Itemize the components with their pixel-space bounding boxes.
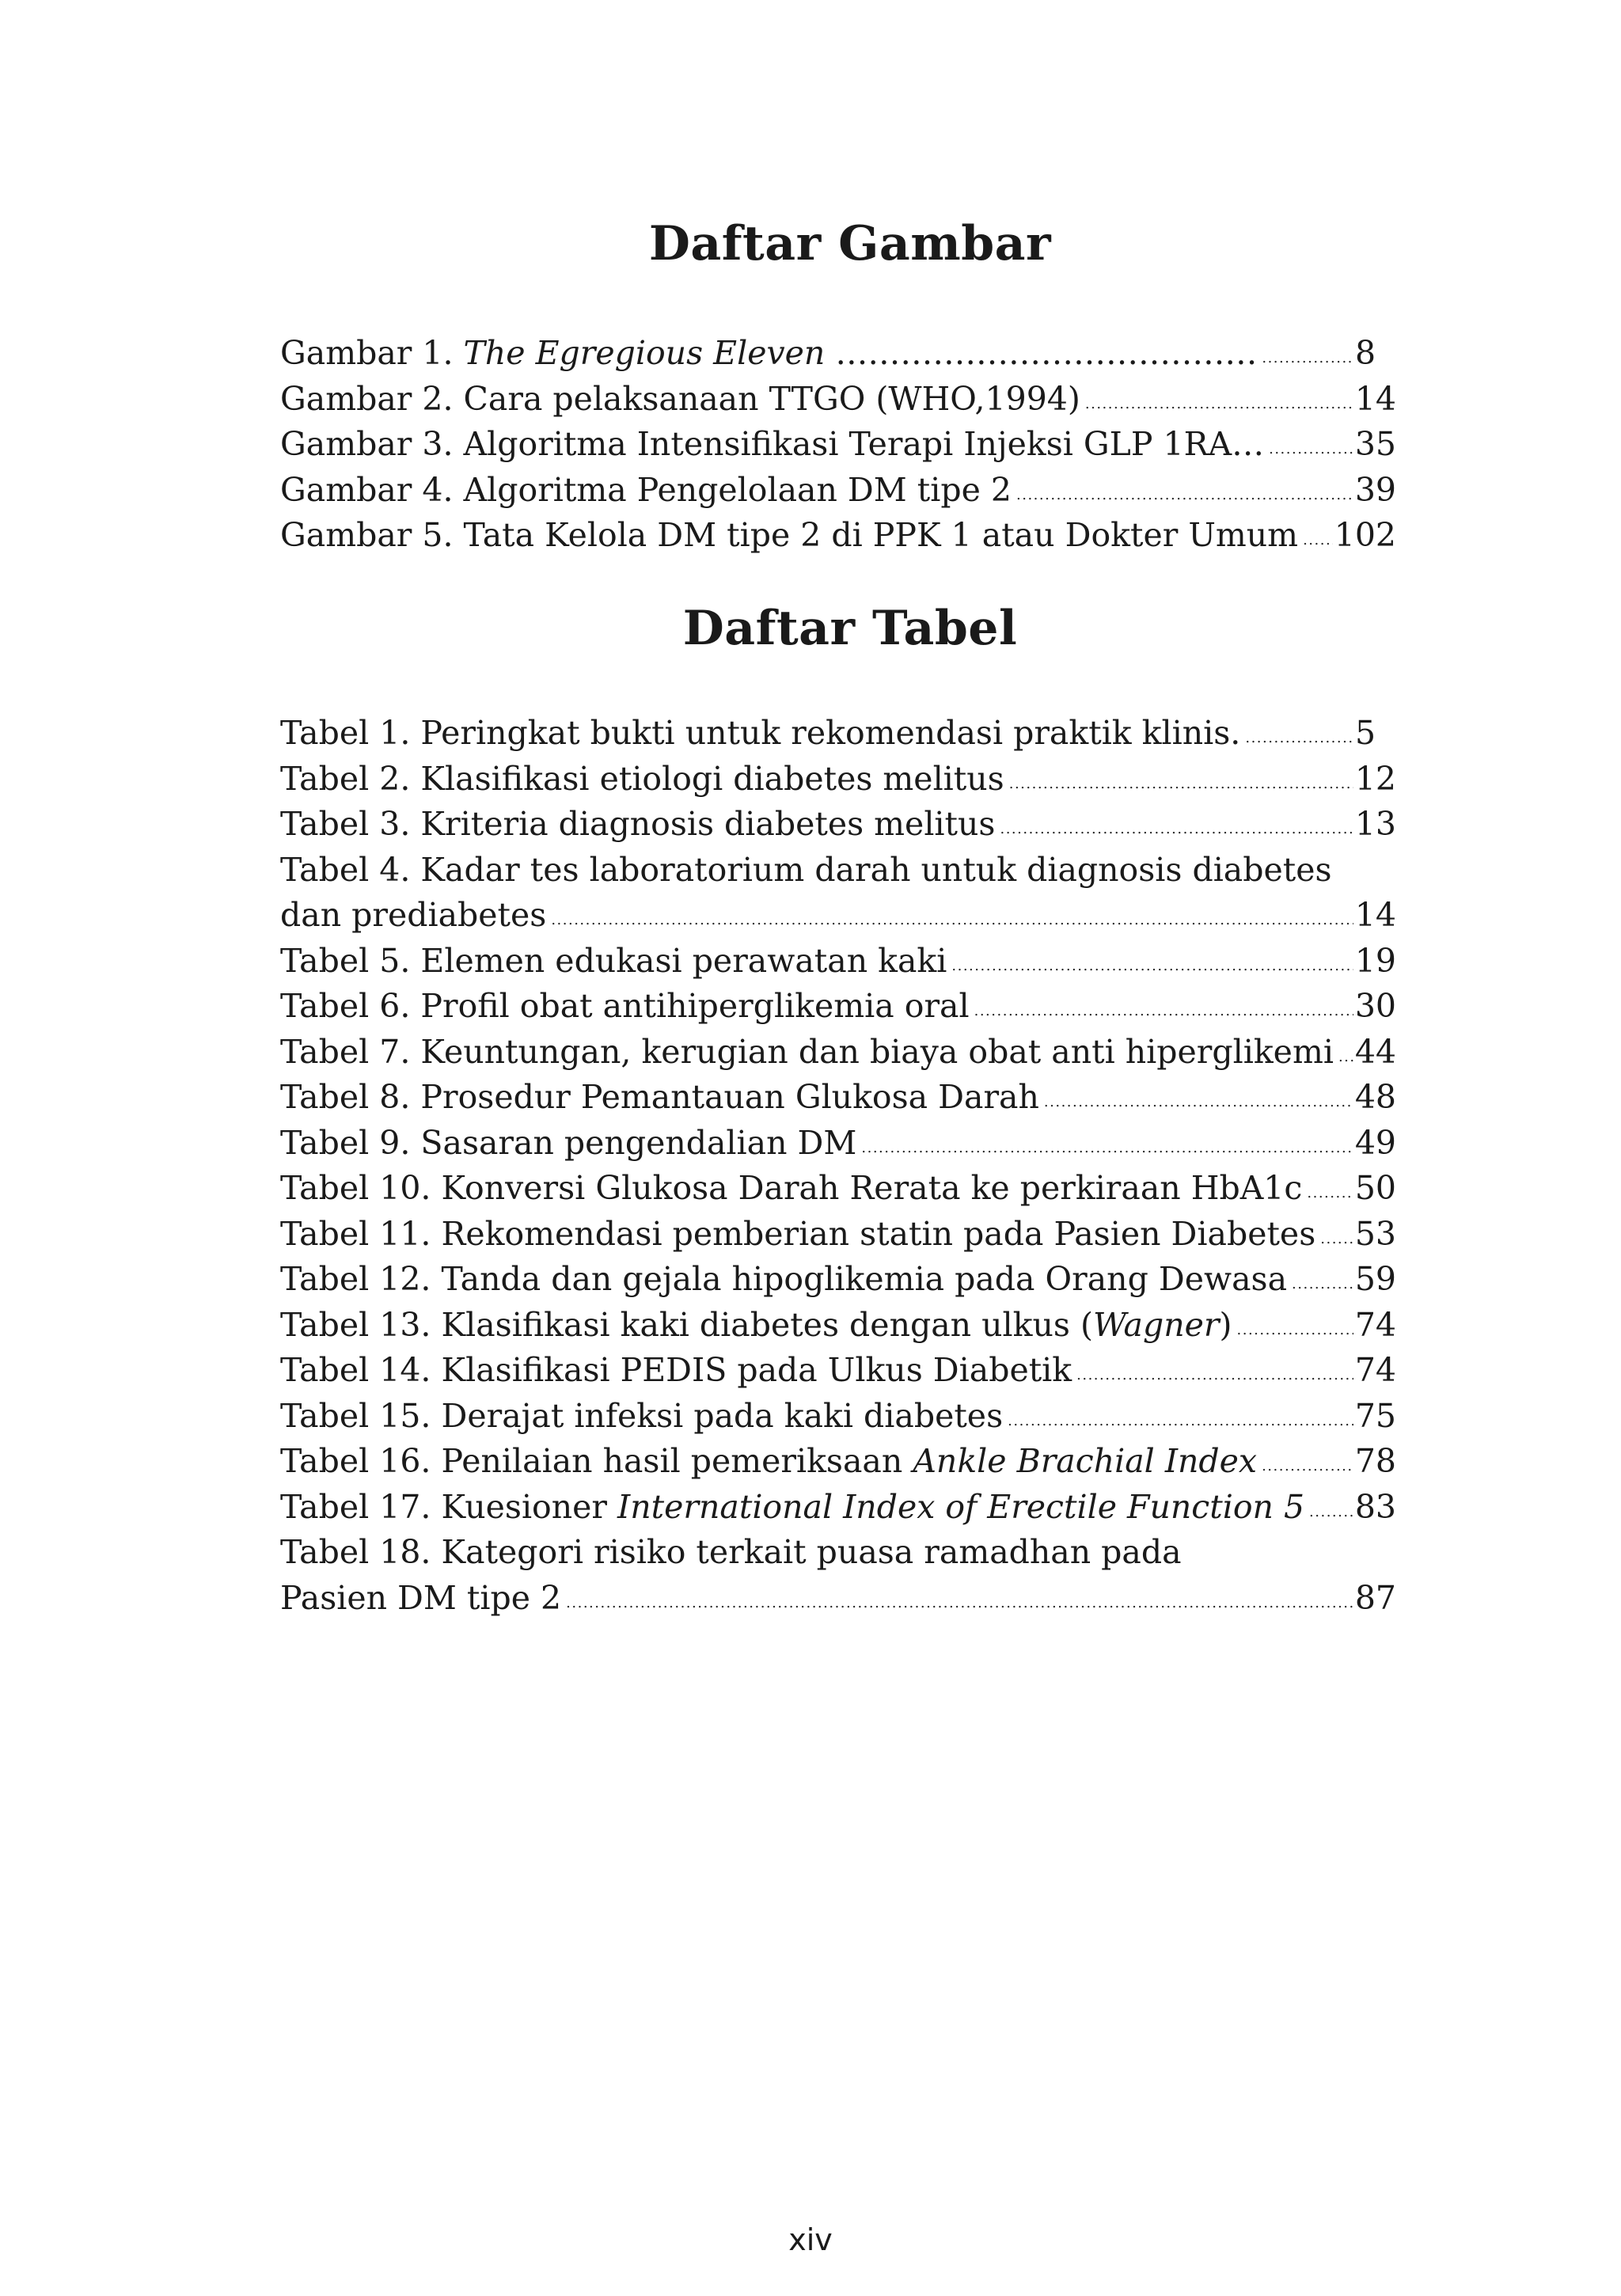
toc-entry-title-text: Tabel 10. Konversi Glukosa Darah Rerata ke perkiraan HbA1c <box>280 1169 1303 1207</box>
toc-entry-title-italic: International Index of Erectile Function 5 <box>617 1487 1305 1526</box>
toc-entry-title-italic: Ankle Brachial Index <box>913 1442 1258 1480</box>
toc-entry-title <box>280 513 1298 559</box>
toc-entry-page-number: 14 <box>1354 379 1396 418</box>
toc-entry-line <box>280 984 1396 1030</box>
toc-entry-title <box>280 1166 1302 1212</box>
table-list-item <box>280 984 1396 1030</box>
toc-entry-title <box>280 1485 1304 1531</box>
figures-list-heading: Daftar Gambar <box>648 216 1052 271</box>
toc-entry-page-number: 74 <box>1354 1351 1396 1389</box>
toc-entry-line <box>280 1166 1396 1212</box>
toc-entry-page-number: 14 <box>1354 896 1396 934</box>
toc-entry-page-number: 75 <box>1354 1396 1396 1435</box>
toc-entry-line <box>280 1576 1396 1622</box>
dot-leader <box>1009 761 1353 807</box>
toc-entry-page-number: 50 <box>1354 1169 1396 1207</box>
toc-entry-line <box>280 1303 1396 1349</box>
toc-entry-title <box>280 1075 1039 1121</box>
toc-entry-line <box>280 1030 1396 1076</box>
toc-entry-title-text: Gambar 2. Cara pelaksanaan TTGO (WHO,1994) <box>280 379 1080 418</box>
toc-entry-title <box>280 1439 1257 1485</box>
toc-entry-title-text: Tabel 2. Klasifikasi etiologi diabetes melitus <box>280 759 1004 798</box>
toc-entry-line <box>280 422 1396 468</box>
dot-leader <box>551 898 1353 943</box>
toc-entry-line <box>280 1348 1396 1394</box>
table-list-item <box>280 1257 1396 1303</box>
toc-entry-title <box>280 468 1012 514</box>
toc-entry-line <box>280 1212 1396 1258</box>
toc-entry-line <box>280 711 1396 757</box>
toc-entry-page-number: 59 <box>1354 1260 1396 1298</box>
toc-entry-title <box>280 939 947 985</box>
page-number: xiv <box>788 2222 833 2257</box>
toc-entry-line <box>280 1121 1396 1167</box>
tables-list <box>280 711 1396 1621</box>
table-list-item <box>280 1166 1396 1212</box>
toc-entry-title-text: Tabel 8. Prosedur Pemantauan Glukosa Darah <box>280 1078 1039 1116</box>
figure-list-item <box>280 513 1396 559</box>
table-list-item <box>280 1439 1396 1485</box>
figure-list-item <box>280 331 1396 377</box>
toc-entry-line <box>280 1075 1396 1121</box>
dot-leader <box>1269 427 1353 472</box>
dot-leader <box>1008 1398 1353 1444</box>
toc-entry-title <box>280 1348 1072 1394</box>
toc-entry-title-text: dan prediabetes <box>280 896 547 934</box>
toc-entry-title-text: Tabel 16. Penilaian hasil pemeriksaan <box>280 1442 913 1480</box>
figure-list-item <box>280 422 1396 468</box>
dot-leader <box>1303 518 1333 564</box>
dot-leader <box>566 1581 1353 1626</box>
table-list-item <box>280 1394 1396 1440</box>
toc-entry-title <box>280 1030 1334 1076</box>
toc-entry-title <box>280 422 1264 468</box>
toc-entry-page-number: 48 <box>1354 1078 1396 1116</box>
table-list-item <box>280 802 1396 848</box>
dot-leader <box>861 1125 1353 1171</box>
table-list-item <box>280 939 1396 985</box>
dot-leader <box>1000 806 1353 852</box>
toc-entry-line <box>280 1257 1396 1303</box>
toc-entry-page-number: 30 <box>1354 987 1396 1025</box>
toc-entry-title-text: Tabel 11. Rekomendasi pemberian statin pada Pasien Diabetes <box>280 1214 1316 1253</box>
toc-entry-title-text: Tabel 1. Peringkat bukti untuk rekomendasi praktik klinis. <box>280 714 1241 752</box>
figures-list <box>280 331 1396 559</box>
toc-entry-page-number: 13 <box>1354 805 1396 843</box>
toc-entry-title-suffix: ………………………………… <box>825 334 1258 372</box>
toc-entry-title-text: Gambar 4. Algoritma Pengelolaan DM tipe 2 <box>280 470 1012 509</box>
toc-entry-title <box>280 893 546 939</box>
toc-entry-title-text: Tabel 17. Kuesioner <box>280 1487 618 1526</box>
toc-entry-line <box>280 331 1396 377</box>
toc-entry-line <box>280 893 1396 939</box>
dot-leader <box>1076 1353 1353 1398</box>
toc-entry-line <box>280 757 1396 803</box>
toc-entry-line <box>280 802 1396 848</box>
toc-entry-title-text: Tabel 7. Keuntungan, kerugian dan biaya obat anti hiperglikemi <box>280 1032 1334 1071</box>
toc-entry-title <box>280 1394 1003 1440</box>
toc-entry-title <box>280 1212 1315 1258</box>
toc-entry-page-number: 83 <box>1354 1487 1396 1526</box>
toc-entry-line <box>280 513 1396 559</box>
toc-entry-title-text: Tabel 6. Profil obat antihiperglikemia oral <box>280 987 970 1025</box>
toc-entry-title-italic: The Egregious Eleven <box>463 334 826 372</box>
dot-leader <box>1262 1444 1353 1490</box>
tables-list-heading: Daftar Tabel <box>682 601 1018 656</box>
toc-entry-title-text: Pasien DM tipe 2 <box>280 1578 562 1617</box>
dot-leader <box>1338 1034 1353 1080</box>
toc-entry-line <box>280 377 1396 423</box>
toc-entry-title <box>280 377 1080 423</box>
toc-entry-page-number: 19 <box>1354 941 1396 980</box>
toc-entry-line <box>280 1485 1396 1531</box>
toc-entry-page-number: 12 <box>1354 759 1396 798</box>
dot-leader <box>1309 1490 1353 1535</box>
dot-leader <box>1245 715 1353 761</box>
figure-list-item <box>280 468 1396 514</box>
toc-entry-title-italic: Wagner <box>1092 1305 1220 1344</box>
toc-entry-line <box>280 1439 1396 1485</box>
toc-entry-line <box>280 1394 1396 1440</box>
toc-entry-title-text: Tabel 14. Klasifikasi PEDIS pada Ulkus Diabetik <box>280 1351 1072 1389</box>
table-list-item <box>280 1030 1396 1076</box>
dot-leader <box>1292 1262 1353 1307</box>
toc-entry-title <box>280 757 1004 803</box>
toc-entry-title <box>280 331 1257 377</box>
table-list-item <box>280 711 1396 757</box>
table-list-item <box>280 757 1396 803</box>
toc-entry-title-text: Tabel 13. Klasifikasi kaki diabetes dengan ulkus ( <box>280 1305 1093 1344</box>
toc-entry-title-text: Gambar 5. Tata Kelola DM tipe 2 di PPK 1 atau Dokter Umum <box>280 516 1299 554</box>
table-list-item <box>280 1530 1396 1621</box>
toc-entry-line <box>280 939 1396 985</box>
dot-leader <box>1307 1171 1353 1216</box>
toc-entry-title-text: Tabel 9. Sasaran pengendalian DM <box>280 1123 857 1162</box>
toc-entry-title <box>280 984 970 1030</box>
toc-entry-title <box>280 1257 1287 1303</box>
dot-leader <box>1044 1080 1353 1125</box>
toc-entry-title-text: Tabel 15. Derajat infeksi pada kaki diabetes <box>280 1396 1004 1435</box>
dot-leader <box>1262 336 1353 381</box>
dot-leader <box>1085 381 1353 427</box>
toc-entry-title-text: Gambar 1. <box>280 334 464 372</box>
table-list-item <box>280 1121 1396 1167</box>
toc-entry-page-number: 8 <box>1355 334 1376 372</box>
dot-leader <box>1237 1307 1353 1353</box>
table-list-item <box>280 1348 1396 1394</box>
table-list-item <box>280 848 1396 939</box>
dot-leader <box>951 943 1353 989</box>
dot-leader <box>974 989 1353 1034</box>
figure-list-item <box>280 377 1396 423</box>
toc-entry-title <box>280 711 1240 757</box>
toc-entry-title <box>280 1576 561 1622</box>
toc-entry-first-line: Tabel 18. Kategori risiko terkait puasa ramadhan pada <box>280 1533 1182 1571</box>
toc-entry-page-number: 78 <box>1354 1442 1396 1480</box>
toc-entry-page-number: 49 <box>1354 1123 1396 1162</box>
dot-leader <box>1016 472 1353 518</box>
toc-entry-page-number: 39 <box>1354 470 1396 509</box>
table-list-item <box>280 1075 1396 1121</box>
toc-entry-page-number: 44 <box>1354 1032 1396 1071</box>
toc-entry-line <box>280 468 1396 514</box>
toc-entry-title-text: Tabel 5. Elemen edukasi perawatan kaki <box>280 941 947 980</box>
table-list-item <box>280 1212 1396 1258</box>
toc-entry-page-number: 35 <box>1354 425 1396 463</box>
toc-entry-first-line: Tabel 4. Kadar tes laboratorium darah untuk diagnosis diabetes <box>280 850 1332 889</box>
toc-entry-title-text: Gambar 3. Algoritma Intensifikasi Terapi Injeksi GLP 1RA… <box>280 425 1265 463</box>
toc-entry-page-number: 102 <box>1334 516 1396 554</box>
toc-entry-title <box>280 1303 1232 1349</box>
toc-entry-page-number: 5 <box>1355 714 1376 752</box>
toc-entry-title-text: Tabel 3. Kriteria diagnosis diabetes melitus <box>280 805 996 843</box>
toc-entry-title <box>280 1121 856 1167</box>
dot-leader <box>1320 1216 1353 1262</box>
table-list-item <box>280 1303 1396 1349</box>
toc-entry-title-suffix: ) <box>1219 1305 1232 1344</box>
toc-entry-title-text: Tabel 12. Tanda dan gejala hipoglikemia pada Orang Dewasa <box>280 1260 1288 1298</box>
toc-entry-page-number: 53 <box>1354 1214 1396 1253</box>
toc-entry-page-number: 74 <box>1354 1305 1396 1344</box>
toc-entry-title <box>280 802 995 848</box>
table-list-item <box>280 1485 1396 1531</box>
toc-entry-page-number: 87 <box>1354 1578 1396 1617</box>
